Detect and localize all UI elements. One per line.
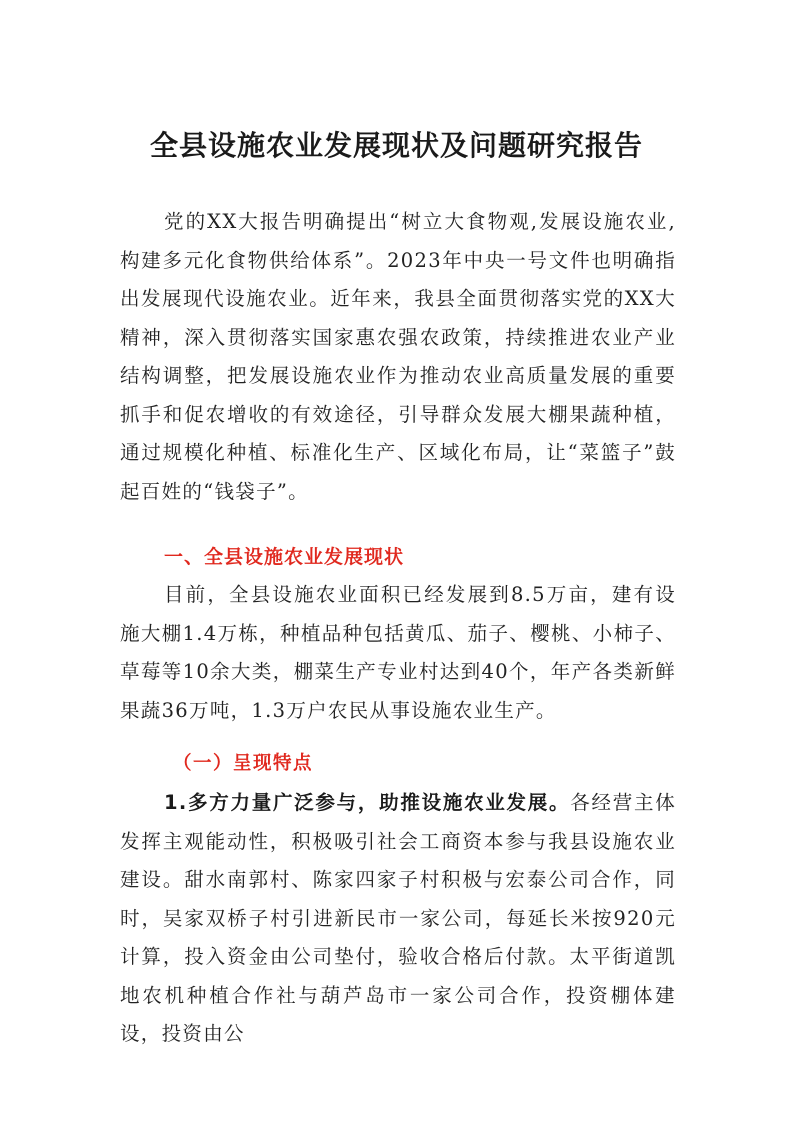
- subsection-heading: （一）呈现特点: [173, 753, 314, 774]
- section-paragraph: 目前，全县设施农业面积已经发展到8.5万亩，建有设施大棚1.4万栋，种植品种包括黄瓜、茄子、樱桃、小柿子、草莓等10余大类，棚菜生产专业村达到40个，年产各类新鲜果蔬36万吨，1.3万户农民从事设施农业生产。: [120, 583, 676, 722]
- point-paragraph: [120, 784, 676, 1054]
- point-text: 各经营主体发挥主观能动性，积极吸引社会工商资本参与我县设施农业建设。甜水南郭村、陈家四家子村积极与宏泰公司合作，同时，吴家双桥子村引进新民市一家公司，每延长米按920元计算，投入资金由公司垫付，验收合格后付款。太平街道凯地农机种植合作社与葫芦岛市一家公司合作，投资棚体建设，投资由公: [120, 791, 676, 1045]
- point-lead: 1.多方力量广泛参与，助推设施农业发展。: [164, 791, 571, 814]
- document-title: 全县设施农业发展现状及问题研究报告: [149, 129, 643, 162]
- intro-paragraph: 党的XX大报告明确提出“树立大食物观,发展设施农业,构建多元化食物供给体系”。2023年中央一号文件也明确指出发展现代设施农业。近年来，我县全面贯彻落实党的XX大精神，深入贯彻落实国家惠农强农政策，持续推进农业产业结构调整，把发展设施农业作为推动农业高质量发展的重要抓手和促农增收的有效途径，引导群众发展大棚果蔬种植，通过规模化种植、标准化生产、区域化布局，让“菜篮子”鼓起百姓的“钱袋子”。: [120, 210, 676, 503]
- section-heading: 一、全县设施农业发展现状: [164, 546, 405, 568]
